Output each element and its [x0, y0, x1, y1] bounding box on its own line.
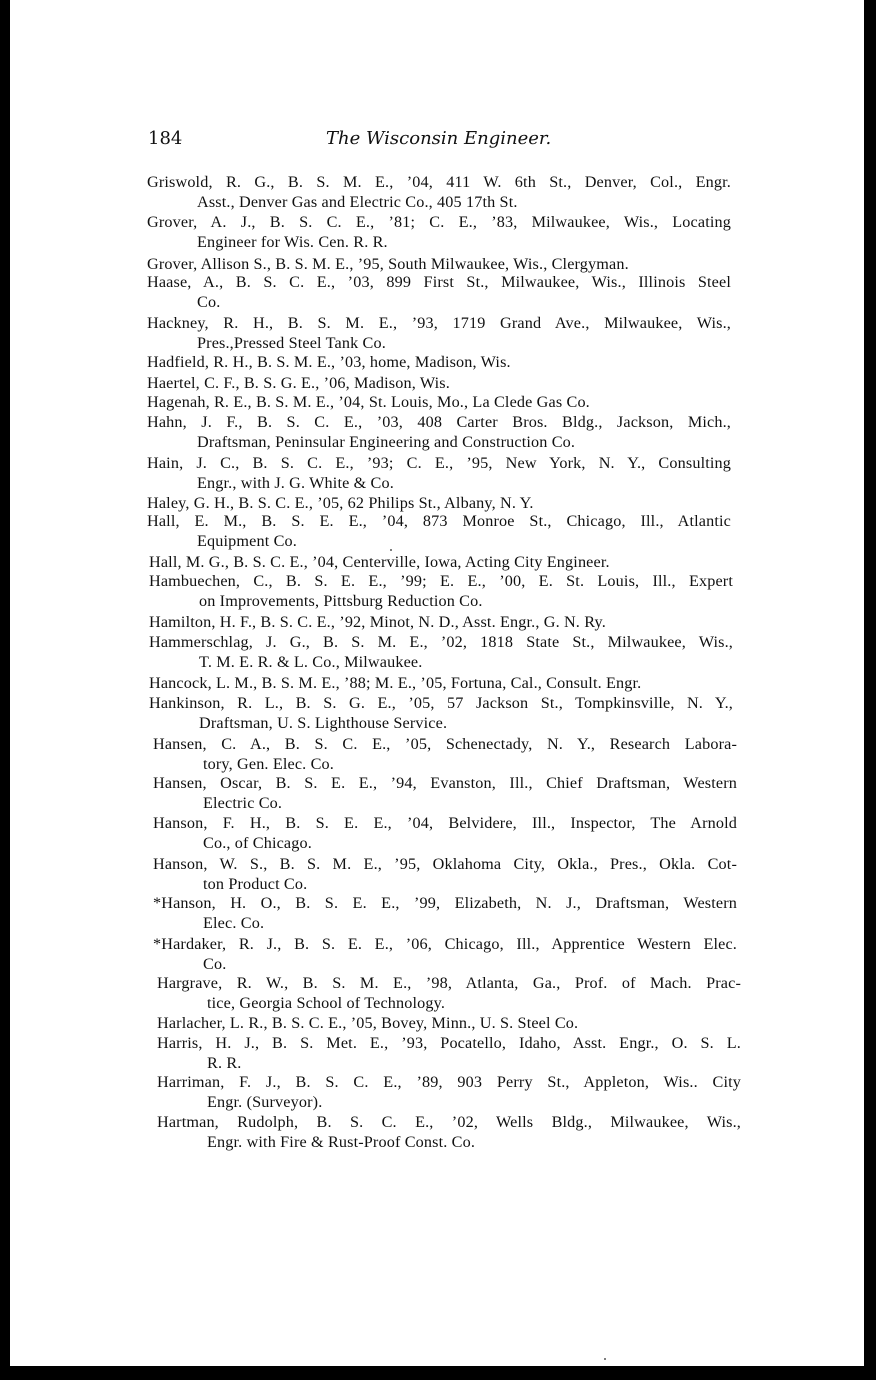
entry-continuation-line: R. R. — [207, 1054, 242, 1072]
directory-entry — [147, 172, 731, 212]
entry-first-line: Hadfield, R. H., B. S. M. E., ’03, home, Madison, Wis. — [147, 353, 511, 371]
directory-entry — [147, 272, 731, 312]
entry-continuation-line: Draftsman, U. S. Lighthouse Service. — [199, 714, 448, 732]
directory-entry — [157, 973, 741, 1013]
directory-entry — [149, 693, 733, 733]
entry-continuation-line: Co. — [203, 955, 227, 973]
entry-continuation-line: Engr. (Surveyor). — [207, 1093, 323, 1111]
entry-first-line: Haertel, C. F., B. S. G. E., ’06, Madison, Wis. — [147, 374, 450, 392]
entry-continuation-line: ton Product Co. — [203, 875, 308, 893]
directory-entry — [157, 1013, 741, 1033]
directory-entry — [153, 893, 737, 933]
entry-continuation-line: tory, Gen. Elec. Co. — [203, 755, 334, 773]
entry-continuation-line: Equipment Co. — [197, 532, 297, 550]
directory-entry — [149, 571, 733, 611]
entry-first-line: Hanson, W. S., B. S. M. E., ’95, Oklahoma City, Okla., Pres., Okla. Cot- — [153, 855, 737, 873]
entry-continuation-line: Engr., with J. G. White & Co. — [197, 474, 394, 492]
entry-first-line: Hall, E. M., B. S. E. E., ’04, 873 Monroe St., Chicago, Ill., Atlantic — [147, 512, 731, 530]
entry-continuation-line: Elec. Co. — [203, 914, 265, 932]
directory-entry — [157, 1033, 741, 1073]
entry-continuation-line: Engineer for Wis. Cen. R. R. — [197, 233, 388, 251]
entry-continuation-line: Engr. with Fire & Rust-Proof Const. Co. — [207, 1133, 476, 1151]
entry-first-line: Hambuechen, C., B. S. E. E., ’99; E. E., ’00, E. St. Louis, Ill., Expert — [149, 572, 733, 590]
directory-entry — [147, 412, 731, 452]
entry-first-line: Hansen, C. A., B. S. C. E., ’05, Schenectady, N. Y., Research Labora- — [153, 735, 737, 753]
entry-first-line: Hamilton, H. F., B. S. C. E., ’92, Minot, N. D., Asst. Engr., G. N. Ry. — [149, 613, 606, 631]
directory-entry — [157, 1072, 741, 1112]
entry-continuation-line: Co., of Chicago. — [203, 834, 312, 852]
entry-first-line: Grover, Allison S., B. S. M. E., ’95, South Milwaukee, Wis., Clergyman. — [147, 255, 629, 273]
directory-entry — [157, 1112, 741, 1152]
directory-entry — [153, 854, 737, 894]
running-title: The Wisconsin Engineer. — [326, 128, 552, 149]
entry-first-line: Hammerschlag, J. G., B. S. M. E., ’02, 1818 State St., Milwaukee, Wis., — [149, 633, 733, 651]
entry-first-line: Hanson, F. H., B. S. E. E., ’04, Belvidere, Ill., Inspector, The Arnold — [153, 814, 737, 832]
entry-first-line: Hargrave, R. W., B. S. M. E., ’98, Atlanta, Ga., Prof. of Mach. Prac- — [157, 974, 741, 992]
entry-continuation-line: Electric Co. — [203, 794, 283, 812]
directory-entry — [153, 813, 737, 853]
entry-first-line: Hankinson, R. L., B. S. G. E., ’05, 57 Jackson St., Tompkinsville, N. Y., — [149, 694, 733, 712]
entry-first-line: *Hanson, H. O., B. S. E. E., ’99, Elizabeth, N. J., Draftsman, Western — [153, 894, 737, 912]
directory-entry — [147, 254, 731, 274]
entry-continuation-line: on Improvements, Pittsburg Reduction Co. — [199, 592, 483, 610]
entry-first-line: Hain, J. C., B. S. C. E., ’93; C. E., ’95, New York, N. Y., Consulting — [147, 454, 731, 472]
entry-first-line: Hagenah, R. E., B. S. M. E., ’04, St. Louis, Mo., La Clede Gas Co. — [147, 393, 590, 411]
directory-entry — [147, 453, 731, 493]
entry-first-line: Grover, A. J., B. S. C. E., ’81; C. E., ’83, Milwaukee, Wis., Locating — [147, 213, 731, 231]
entry-continuation-line: Draftsman, Peninsular Engineering and Construction Co. — [197, 433, 576, 451]
entry-first-line: Harris, H. J., B. S. Met. E., ’93, Pocatello, Idaho, Asst. Engr., O. S. L. — [157, 1034, 741, 1052]
directory-entry — [147, 493, 731, 513]
entry-continuation-line: tice, Georgia School of Technology. — [207, 994, 446, 1012]
entry-first-line: Hancock, L. M., B. S. M. E., ’88; M. E., ’05, Fortuna, Cal., Consult. Engr. — [149, 674, 642, 692]
directory-entry — [149, 673, 733, 693]
entry-first-line: Harlacher, L. R., B. S. C. E., ’05, Bovey, Minn., U. S. Steel Co. — [157, 1014, 579, 1032]
entry-first-line: Hartman, Rudolph, B. S. C. E., ’02, Wells Bldg., Milwaukee, Wis., — [157, 1113, 741, 1131]
entry-first-line: Haase, A., B. S. C. E., ’03, 899 First St., Milwaukee, Wis., Illinois Steel — [147, 273, 731, 291]
entry-first-line: Hackney, R. H., B. S. M. E., ’93, 1719 Grand Ave., Milwaukee, Wis., — [147, 314, 731, 332]
entry-first-line: Hahn, J. F., B. S. C. E., ’03, 408 Carter Bros. Bldg., Jackson, Mich., — [147, 413, 731, 431]
directory-entry — [153, 934, 737, 974]
directory-entry — [147, 511, 731, 551]
page-header — [148, 128, 568, 156]
entry-continuation-line: Asst., Denver Gas and Electric Co., 405 17th St. — [197, 193, 518, 211]
entry-first-line: Griswold, R. G., B. S. M. E., ’04, 411 W. 6th St., Denver, Col., Engr. — [147, 173, 731, 191]
directory-entry — [147, 352, 731, 372]
directory-entry — [153, 734, 737, 774]
entry-first-line: Hansen, Oscar, B. S. E. E., ’94, Evanston, Ill., Chief Draftsman, Western — [153, 774, 737, 792]
directory-entry — [153, 773, 737, 813]
directory-entry — [147, 392, 731, 412]
entry-first-line: Harriman, F. J., B. S. C. E., ’89, 903 Perry St., Appleton, Wis.. City — [157, 1073, 741, 1091]
entry-first-line: *Hardaker, R. J., B. S. E. E., ’06, Chicago, Ill., Apprentice Western Elec. — [153, 935, 737, 953]
document-page — [10, 0, 864, 1366]
entry-first-line: Haley, G. H., B. S. C. E., ’05, 62 Philips St., Albany, N. Y. — [147, 494, 534, 512]
directory-entry — [147, 373, 731, 393]
entry-continuation-line: T. M. E. R. & L. Co., Milwaukee. — [199, 653, 423, 671]
speck-mark — [604, 1358, 606, 1360]
directory-entry — [147, 313, 731, 353]
directory-entry — [149, 632, 733, 672]
directory-entry — [149, 552, 733, 572]
page-number: 184 — [148, 128, 183, 149]
entry-continuation-line: Pres.,Pressed Steel Tank Co. — [197, 334, 386, 352]
directory-entry — [149, 612, 733, 632]
entry-continuation-line: Co. — [197, 293, 221, 311]
speck-mark — [390, 549, 392, 551]
directory-entry — [147, 212, 731, 252]
entry-first-line: Hall, M. G., B. S. C. E., ’04, Centerville, Iowa, Acting City Engineer. — [149, 553, 610, 571]
